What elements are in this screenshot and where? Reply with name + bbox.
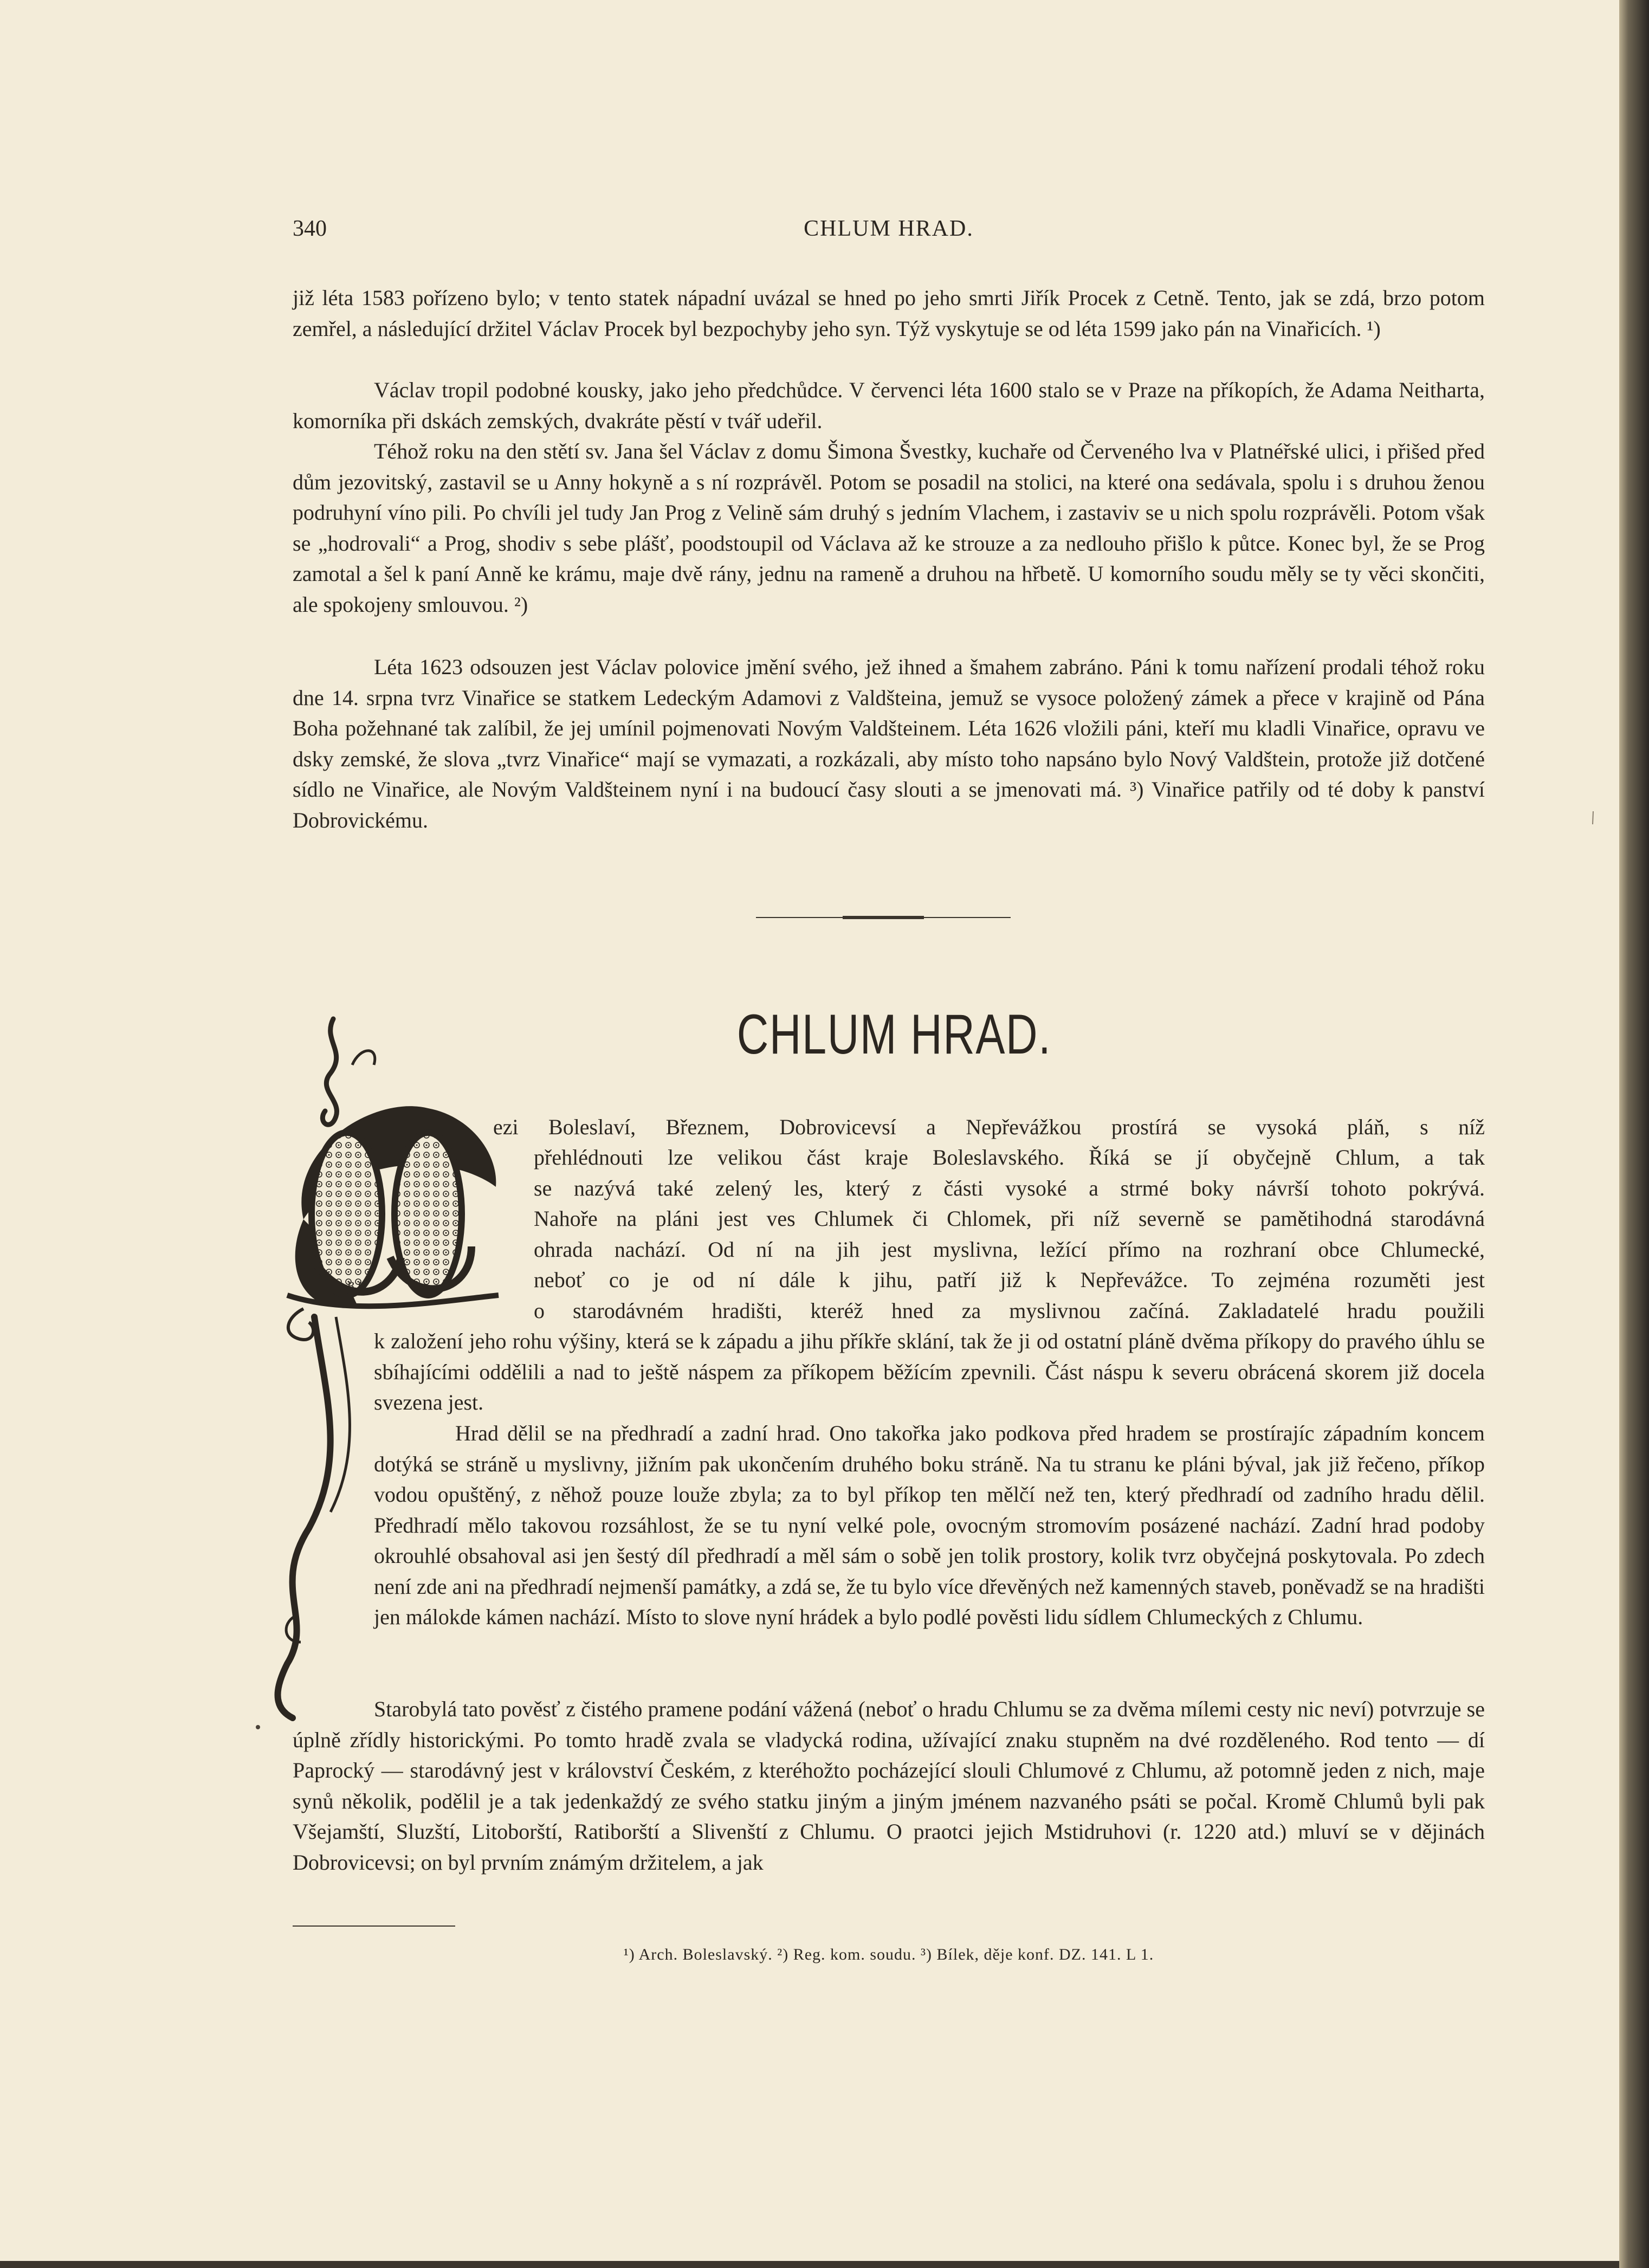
stray-ink-dot	[256, 1725, 260, 1729]
footnotes: ¹) Arch. Boleslavský. ²) Reg. kom. soudu. ³) Bílek, děje konf. DZ. 141. L 1.	[623, 1946, 1154, 1963]
section-p1-line-7: o starodávném hradišti, kteréž hned za myslivnou začíná. Zakladatelé hradu použili	[534, 1298, 1485, 1323]
section-p1-line-5: ohrada nachází. Od ní na jih jest myslivna, ležící přímo na rozhraní obce Chlumecké,	[534, 1237, 1485, 1262]
book-edge	[1619, 0, 1649, 2268]
continuation-paragraph-3: Téhož roku na den stětí sv. Jana šel Václav z domu Šimona Švestky, kuchaře od Červeného lva v Platnéřské ulici, i přišed před dům jezovitský, zastavil se u Anny hokyně a s ní rozprávěl. Potom se posadil na stolici, na které ona sedávala, spolu i s druhou ženou podruhyní víno pili. Po chvíli jel tudy Jan Prog z Velině sám druhý s jedním Vlachem, i zastaviv se u nich spolu rozprávěli. Potom však se „hodrovali“ a Prog, shodiv s sebe plášť, poodstoupil od Václava až ke strouze a za nedlouho přišlo k půtce. Konec byl, že se Prog zamotal a šel k paní Anně ke krámu, maje dvě rány, jednu na rameně a druhou na hřbetě. U komorního soudu měly se ty věci skončiti, ale spokojeny smlouvou. ²)	[293, 439, 1485, 617]
section-title: CHLUM HRAD.	[736, 1003, 1052, 1066]
section-p1-line-4: Nahoře na pláni jest ves Chlumek či Chlomek, při níž severně se pamětihodná starodávná	[534, 1206, 1485, 1231]
continuation-paragraph-2: Václav tropil podobné kousky, jako jeho předchůdce. V červenci léta 1600 stalo se v Praze na příkopích, že Adama Neitharta, komorníka při dskách zemských, dvakráte pěstí v tvář udeřil.	[293, 378, 1485, 433]
section-p1-line-2: přehlédnouti lze velikou část kraje Boleslavského. Říká se jí obyčejně Chlum, a tak	[534, 1145, 1485, 1169]
section-paragraph-3: Starobylá tato pověsť z čistého pramene podání vážená (neboť o hradu Chlumu se za dvěma mílemi cesty nic neví) potvrzuje se úplně zřídly historickými. Po tomto hradě zvala se vladycká rodina, užívající znaku stupněm na dvé rozděleného. Rod tento — dí Paprocký — starodávný jest v království Českém, z kteréhožto pocházející slouli Chlumové z Chlumu, až potomně jeden z nich, maje synů několik, podělil je a tak jedenkaždý ze svého statku jiným a jiným jménem nazvaného psáti se počal. Kromě Chlumů byli pak Všejamští, Sluzští, Litoborští, Ratiborští a Slivenští z Chlumu. O praotci jejich Mstidruhovi (r. 1220 atd.) mluví se v dějinách Dobrovicevsi; on byl prvním známým držitelem, a jak	[293, 1697, 1485, 1875]
section-divider	[756, 916, 1011, 919]
initial-monogram: B.K.	[347, 1279, 368, 1293]
section-p1-line-3: se nazývá také zelený les, který z části vysoké a strmé boky návrší tohoto pokrývá.	[534, 1176, 1485, 1200]
page-number: 340	[293, 216, 327, 241]
running-title: CHLUM HRAD.	[804, 216, 974, 241]
section-p1-line-1: ezi Boleslaví, Březnem, Dobrovicevsí a Nepřevážkou prostírá se vysoká pláň, s níž	[493, 1115, 1485, 1139]
continuation-paragraph-4: Léta 1623 odsouzen jest Václav polovice jmění svého, jež ihned a šmahem zabráno. Páni k tomu nařízení prodali téhož roku dne 14. srpna tvrz Vinařice se statkem Ledeckým Adamovi z Valdšteina, jemuž se vysoce položený zámek a přece v krajině od Pána Boha požehnané tak zalíbil, že jej umínil pojmenovati Novým Valdšteinem. Léta 1626 vložili páni, kteří mu kladli Vinařice, opravu ve dsky zemské, že slova „tvrz Vinařice“ mají se vymazati, a rozkázali, aby místo toho napsáno bylo Nový Valdštein, protože již dotčené sídlo ne Vinařice, ale Novým Valdšteinem nyní i na budoucí časy slouti a se jmenovati má. ³) Vinařice patřily od té doby k panství Dobrovickému.	[293, 655, 1485, 832]
margin-pencil-mark	[1590, 810, 1596, 825]
footnote-rule	[293, 1925, 455, 1927]
continuation-paragraph-1: již léta 1583 pořízeno bylo; v tento statek nápadní uvázal se hned po jeho smrti Jiřík Procek z Cetně. Tento, jak se zdá, brzo potom zemřel, a následující držitel Václav Procek byl bezpochyby jeho syn. Týž vyskytuje se od léta 1599 jako pán na Vinařicích. ¹)	[293, 286, 1485, 341]
running-header	[293, 216, 1485, 248]
section-paragraph-2: Hrad dělil se na předhradí a zadní hrad. Ono takořka jako podkova před hradem se prostírajíc západním koncem dotýká se stráně u myslivny, jižním pak ukončením druhého boku stráně. Na tu stranu ke pláni býval, jak již řečeno, příkop vodou opuštěný, z něhož pouze louže zbyla; za to byl příkop ten mělčí než ten, který předhradí od zadního hradu dělil. Předhradí mělo takovou rozsáhlost, že se tu nyní velké pole, ovocným stromovím posázené nachází. Zadní hrad podoby okrouhlé obsahoval asi jen šestý díl předhradí a měl sám o sobě jen tolik prostory, kolik tvrz obyčejná poskytovala. Po zdech není zde ani na předhradí nejmenší památky, a zdá se, že tu bylo více dřevěných než kamenných staveb, poněvadž se na hradišti jen málokde kámen nachází. Místo to slove nyní hrádek a bylo podlé pověsti lidu sídlem Chlumeckých z Chlumu.	[374, 1421, 1485, 1629]
book-edge-bottom	[0, 2261, 1619, 2268]
section-p1-line-6: neboť co je od ní dále k jihu, patří již k Nepřevážce. To zejména rozuměti jest	[534, 1268, 1485, 1292]
section-p1-rest: k založení jeho rohu výšiny, která se k západu a jihu příkře sklání, tak že ji od ostatní pláně dvěma příkopy do pravého úhlu se sbíhajícími oddělili a nad to ještě náspem za příkopem běžícím zpevnili. Část náspu k severu obrácená skorem již docela svezena jest.	[374, 1329, 1485, 1414]
